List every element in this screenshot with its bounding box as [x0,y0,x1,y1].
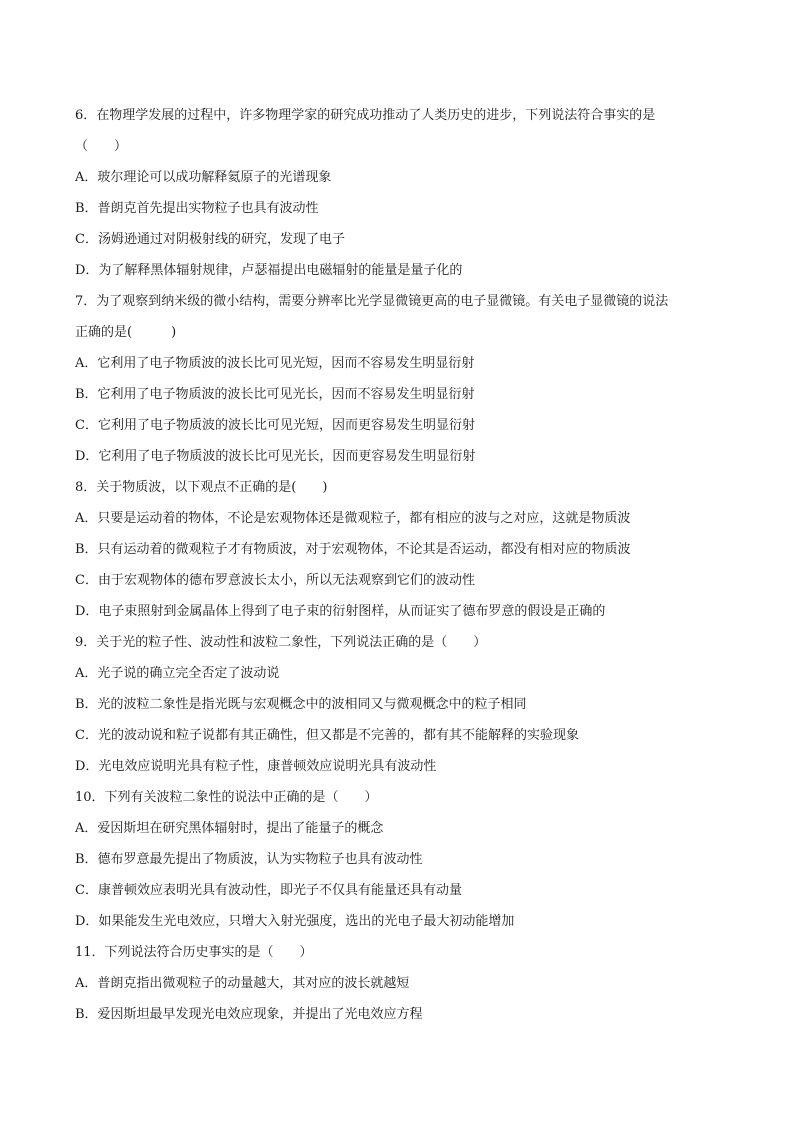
question-stem: 6．在物理学发展的过程中，许多物理学家的研究成功推动了人类历史的进步，下列说法符合事实的是 [75,108,656,123]
option-d: D．它利用了电子物质波的波长比可见光长，因而更容易发生明显衍射 [75,449,476,464]
option-c: C．它利用了电子物质波的波长比可见光短，因而更容易发生明显衍射 [75,418,475,433]
option-b: B．它利用了电子物质波的波长比可见光长，因而不容易发生明显衍射 [75,387,475,402]
option-c: C．汤姆逊通过对阴极射线的研究，发现了电子 [75,232,345,247]
option-b: B．爱因斯坦最早发现光电效应现象，并提出了光电效应方程 [75,1007,423,1022]
option-d: D．光电效应说明光具有粒子性，康普顿效应说明光具有波动性 [75,759,437,774]
option-a: A．光子说的确立完全否定了波动说 [75,666,280,681]
option-a: A．只要是运动着的物体，不论是宏观物体还是微观粒子，都有相应的波与之对应，这就是物质波 [75,511,631,526]
option-c: C．康普顿效应表明光具有波动性，即光子不仅具有能量还具有动量 [75,883,462,898]
option-a: A．普朗克指出微观粒子的动量越大，其对应的波长就越短 [75,976,410,991]
question-stem: 9．关于光的粒子性、波动性和波粒二象性，下列说法正确的是（ ） [75,635,487,650]
option-c: C．由于宏观物体的德布罗意波长太小，所以无法观察到它们的波动性 [75,573,475,588]
question-list [75,100,725,1030]
question-6 [75,100,725,286]
option-d: D．如果能发生光电效应，只增大入射光强度，选出的光电子最大初动能增加 [75,914,515,929]
option-a: A．玻尔理论可以成功解释氦原子的光谱现象 [75,170,332,185]
option-b: B．只有运动着的微观粒子才有物质波，对于宏观物体，不论其是否运动，都没有相对应的物质波 [75,542,631,557]
question-stem: （ ） [75,139,128,154]
question-stem: 11．下列说法符合历史事实的是（ ） [75,945,313,960]
question-stem: 正确的是( ) [75,325,177,340]
option-a: A．爱因斯坦在研究黑体辐射时，提出了能量子的概念 [75,821,384,836]
option-d: D．电子束照射到金属晶体上得到了电子束的衍射图样，从而证实了德布罗意的假设是正确的 [75,604,606,619]
option-b: B．普朗克首先提出实物粒子也具有波动性 [75,201,319,216]
option-b: B．德布罗意最先提出了物质波，认为实物粒子也具有波动性 [75,852,423,867]
option-a: A．它利用了电子物质波的波长比可见光短，因而不容易发生明显衍射 [75,356,475,371]
question-9 [75,627,725,782]
question-stem: 7．为了观察到纳米级的微小结构，需要分辨率比光学显微镜更高的电子显微镜。有关电子显微镜的说法 [75,294,669,309]
question-stem: 8．关于物质波，以下观点不正确的是( ) [75,480,328,495]
question-7 [75,286,725,472]
option-d: D．为了解释黑体辐射规律，卢瑟福提出电磁辐射的能量是量子化的 [75,263,463,278]
question-stem: 10．下列有关波粒二象性的说法中正确的是（ ） [75,790,378,805]
option-b: B．光的波粒二象性是指光既与宏观概念中的波相同又与微观概念中的粒子相同 [75,697,527,712]
question-8 [75,472,725,627]
option-c: C．光的波动说和粒子说都有其正确性，但又都是不完善的，都有其不能解释的实验现象 [75,728,579,743]
question-10 [75,782,725,937]
question-11 [75,937,725,1030]
